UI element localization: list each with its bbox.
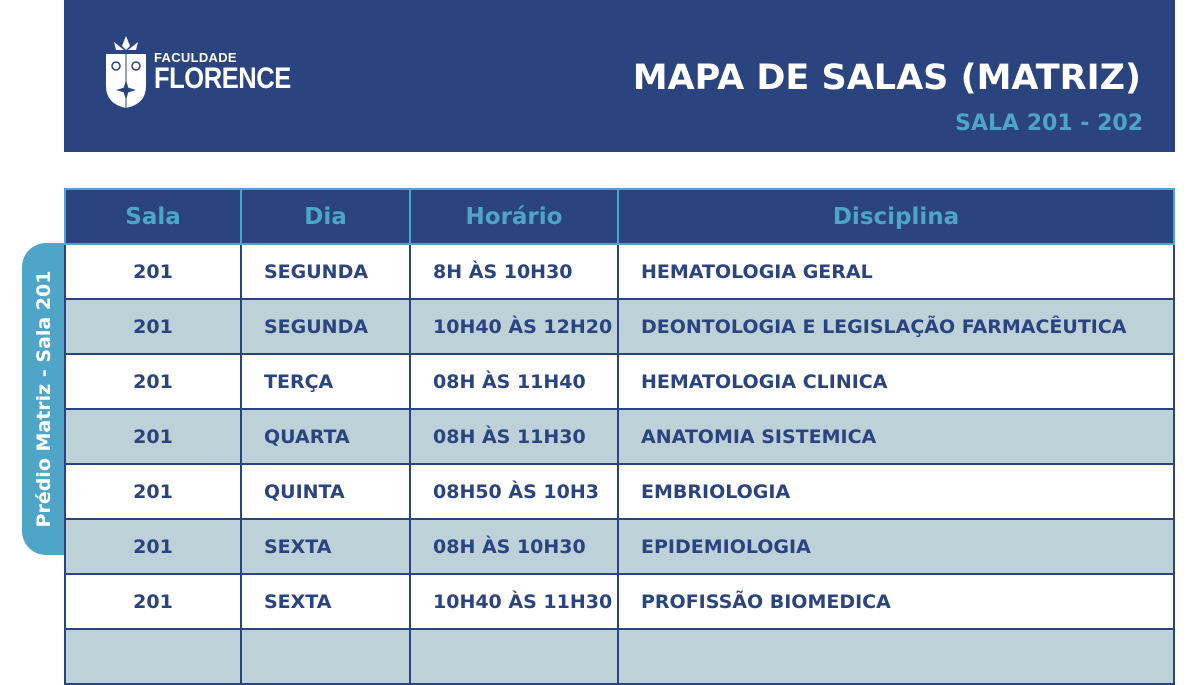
cell-dia: TERÇA (241, 354, 410, 409)
table-row (65, 464, 1174, 519)
cell-horario: 10H40 ÀS 12H20 (410, 299, 618, 354)
faculdade-florence-logo (104, 34, 315, 110)
cell-disciplina: ANATOMIA SISTEMICA (618, 409, 1174, 464)
cell-sala: 201 (65, 464, 241, 519)
cell-disciplina: PROFISSÃO BIOMEDICA (618, 574, 1174, 629)
cell-sala: 201 (65, 574, 241, 629)
cell-horario: 10H40 ÀS 11H30 (410, 574, 618, 629)
cell-sala (65, 629, 241, 684)
column-header: Horário (410, 189, 618, 244)
table-row (65, 574, 1174, 629)
cell-sala: 201 (65, 519, 241, 574)
table-row (65, 409, 1174, 464)
cell-disciplina: HEMATOLOGIA CLINICA (618, 354, 1174, 409)
cell-horario: 08H ÀS 11H40 (410, 354, 618, 409)
page-subtitle: SALA 201 - 202 (955, 111, 1143, 136)
table-header-row (65, 189, 1174, 244)
cell-sala: 201 (65, 244, 241, 299)
cell-dia: SEXTA (241, 574, 410, 629)
cell-dia: SEGUNDA (241, 299, 410, 354)
cell-disciplina: EPIDEMIOLOGIA (618, 519, 1174, 574)
page-title: MAPA DE SALAS (MATRIZ) (632, 58, 1141, 98)
cell-horario: 08H50 ÀS 10H3 (410, 464, 618, 519)
logo-big-text: FLORENCE (154, 61, 291, 95)
cell-horario: 08H ÀS 11H30 (410, 409, 618, 464)
cell-sala: 201 (65, 354, 241, 409)
cell-disciplina: DEONTOLOGIA E LEGISLAÇÃO FARMACÊUTICA (618, 299, 1174, 354)
table-row (65, 299, 1174, 354)
column-header: Disciplina (618, 189, 1174, 244)
table-row (65, 354, 1174, 409)
cell-dia (241, 629, 410, 684)
cell-dia: SEGUNDA (241, 244, 410, 299)
cell-disciplina: EMBRIOLOGIA (618, 464, 1174, 519)
table-row (65, 629, 1174, 684)
table-row (65, 244, 1174, 299)
header-banner (64, 0, 1175, 152)
cell-horario: 8H ÀS 10H30 (410, 244, 618, 299)
cell-dia: SEXTA (241, 519, 410, 574)
cell-disciplina (618, 629, 1174, 684)
shield-icon (104, 34, 148, 110)
column-header: Dia (241, 189, 410, 244)
side-label-tab (22, 243, 66, 555)
column-header: Sala (65, 189, 241, 244)
cell-disciplina: HEMATOLOGIA GERAL (618, 244, 1174, 299)
side-label: Prédio Matriz - Sala 201 (33, 270, 55, 528)
cell-horario (410, 629, 618, 684)
cell-horario: 08H ÀS 10H30 (410, 519, 618, 574)
table-row (65, 519, 1174, 574)
cell-sala: 201 (65, 409, 241, 464)
room-schedule-table (64, 188, 1175, 685)
cell-sala: 201 (65, 299, 241, 354)
logo-small-text: FACULDADE (154, 49, 237, 65)
cell-dia: QUINTA (241, 464, 410, 519)
cell-dia: QUARTA (241, 409, 410, 464)
